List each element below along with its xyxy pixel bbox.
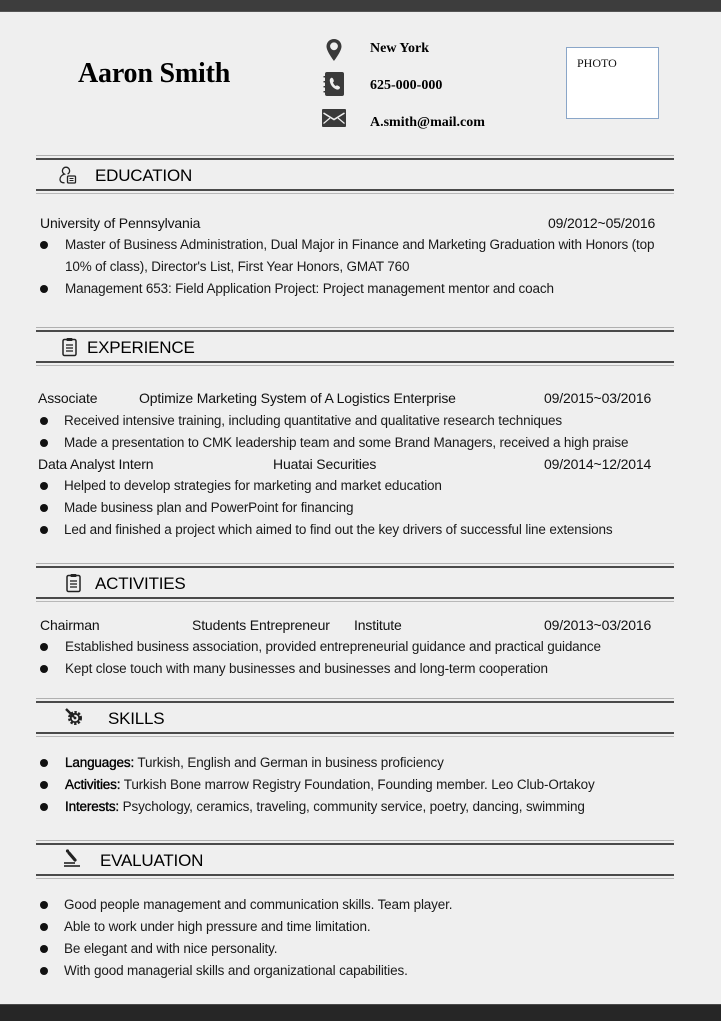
phone-book-icon <box>322 72 346 96</box>
activity-1-bullet-1: Established business association, provided entrepreneurial guidance and practical guidance <box>65 639 601 654</box>
skill-interests <box>65 799 585 814</box>
evaluation-item-3: Be elegant and with nice personality. <box>64 941 278 956</box>
bullet-icon <box>40 285 48 293</box>
skill-label: Interests: <box>65 799 120 814</box>
section-title-experience: EXPERIENCE <box>87 338 195 357</box>
section-header-evaluation <box>36 840 674 879</box>
bullet-icon <box>40 526 48 534</box>
evaluation-item-2: Able to work under high pressure and time limitation. <box>64 919 371 934</box>
activity-1-org: Students Entrepreneur <box>192 617 330 633</box>
location-pin-icon <box>322 38 346 62</box>
bullet-icon <box>40 759 48 767</box>
section-header-activities <box>36 563 674 602</box>
contact-phone: 625-000-000 <box>370 78 443 93</box>
experience-2-bullet-2: Made business plan and PowerPoint for financing <box>64 500 354 515</box>
bullet-icon <box>40 665 48 673</box>
section-title-evaluation: EVALUATION <box>100 851 204 870</box>
experience-1-bullet-1: Received intensive training, including quantitative and qualitative research techniques <box>64 413 563 428</box>
skill-activities <box>65 777 595 792</box>
candidate-name: Aaron Smith <box>78 58 231 89</box>
activity-1-bullet-2: Kept close touch with many businesses and businesses and long-term cooperation <box>65 661 548 676</box>
experience-1-org: Optimize Marketing System of A Logistics Enterprise <box>139 390 456 406</box>
gavel-icon <box>62 848 82 868</box>
top-bar <box>0 0 721 12</box>
bullet-icon <box>40 241 48 249</box>
evaluation-item-1: Good people management and communication skills. Team player. <box>64 897 453 912</box>
bullet-icon <box>40 439 48 447</box>
section-header-education <box>36 155 674 194</box>
education-school: University of Pennsylvania <box>40 215 201 231</box>
evaluation-item-4: With good managerial skills and organizational capabilities. <box>64 963 408 978</box>
section-header-experience <box>36 327 674 366</box>
experience-2-role: Data Analyst Intern <box>38 456 154 472</box>
education-bullet-1-line-2: 10% of class), Director's List, First Year Honors, GMAT 760 <box>65 259 410 274</box>
education-bullet-2: Management 653: Field Application Project: Project management mentor and coach <box>65 281 554 296</box>
skill-label: Languages: <box>65 755 135 770</box>
photo-placeholder <box>566 47 659 119</box>
bullet-icon <box>40 901 48 909</box>
gear-wrench-icon <box>64 707 84 727</box>
section-title-education: EDUCATION <box>95 166 193 185</box>
education-date: 09/2012~05/2016 <box>548 215 656 231</box>
bullet-icon <box>40 417 48 425</box>
bottom-bar <box>0 1004 721 1021</box>
experience-2-bullet-1: Helped to develop strategies for marketing and market education <box>64 478 442 493</box>
skill-label: Activities: <box>65 777 121 792</box>
section-header-skills <box>36 698 674 737</box>
experience-2-org: Huatai Securities <box>273 456 377 472</box>
bullet-icon <box>40 967 48 975</box>
bullet-icon <box>40 803 48 811</box>
bullet-icon <box>40 781 48 789</box>
experience-1-bullet-2: Made a presentation to CMK leadership team and some Brand Managers, received a high praise <box>64 435 629 450</box>
bullet-icon <box>40 482 48 490</box>
section-title-skills: SKILLS <box>108 709 165 728</box>
skill-value: Turkish Bone marrow Registry Foundation, Founding member. Leo Club-Ortakoy <box>120 777 595 792</box>
contact-email: A.smith@mail.com <box>370 115 485 130</box>
skill-value: Psychology, ceramics, traveling, community service, poetry, dancing, swimming <box>119 799 585 814</box>
clipboard-icon <box>60 337 80 357</box>
bullet-icon <box>40 643 48 651</box>
experience-1-date: 09/2015~03/2016 <box>544 390 652 406</box>
activity-1-role: Chairman <box>40 617 100 633</box>
bullet-icon <box>40 923 48 931</box>
contact-location: New York <box>370 41 429 56</box>
activity-1-date: 09/2013~03/2016 <box>544 617 652 633</box>
skill-languages <box>65 755 444 770</box>
experience-2-bullet-3: Led and finished a project which aimed to find out the key drivers of successful line extensions <box>64 522 613 537</box>
skill-value: Turkish, English and German in business proficiency <box>134 755 444 770</box>
experience-1-role: Associate <box>38 390 98 406</box>
envelope-icon <box>322 108 346 128</box>
education-bullet-1-line-1: Master of Business Administration, Dual Major in Finance and Marketing Graduation with Honors (top <box>65 237 655 252</box>
photo-label: PHOTO <box>577 56 617 70</box>
bullet-icon <box>40 504 48 512</box>
user-card-icon <box>58 165 78 185</box>
bullet-icon <box>40 945 48 953</box>
experience-2-date: 09/2014~12/2014 <box>544 456 652 472</box>
activity-1-org-suffix: Institute <box>354 617 402 633</box>
clipboard-icon <box>64 573 84 593</box>
section-title-activities: ACTIVITIES <box>95 574 186 593</box>
